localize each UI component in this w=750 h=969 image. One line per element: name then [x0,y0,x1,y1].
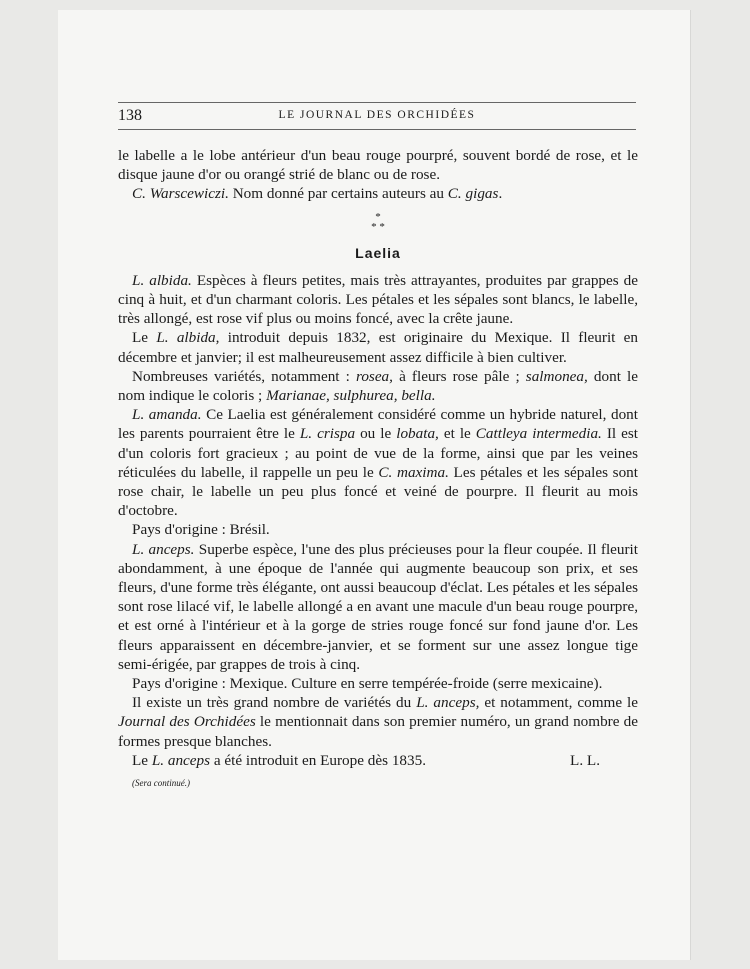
journal-title: Journal des Orchidées [118,713,256,731]
species-name: L. anceps [151,751,211,769]
text-span: à fleurs rose pâle ; [392,367,526,385]
text-span: Ce Laelia est généralement considéré comme un hybride naturel, dont les parents pourraient être le [118,406,638,443]
species-name: L. anceps, [416,694,480,712]
text-span: dont le nom indique le coloris ; [118,367,639,405]
page-number: 138 [118,107,142,124]
paragraph-anceps-varieties [118,693,638,751]
section-title: Laelia [355,244,401,261]
paragraph-warscewiczi [118,184,638,203]
species-name: L. albida, [156,329,220,347]
text-span: Il existe un très grand nombre de variétés du [132,694,417,712]
paragraph-anceps [118,540,638,674]
introduction-line [132,751,426,770]
text-span: le mentionnait dans son premier numéro, un grand nombre de formes presque blanches. [118,713,638,750]
text-span: Il est d'un coloris fort gracieux ; au point de vue de la forme, ainsi que par les veines réticulées du labelle, il rappelle un peu le [118,425,638,481]
paragraph-anceps-introduction [118,751,638,770]
text-span: Espèces à fleurs petites, mais très attrayantes, produites par grappes de cinq à huit, et d'un charmant coloris. Les pétales et les sépales sont blancs, le labelle, très allongé, est rose vif plus ou moins foncé, avec la crête jaune. [118,271,638,328]
text-span: et notamment, comme le [479,694,639,712]
paragraph-intro: le labelle a le lobe antérieur d'un beau rouge pourpré, souvent bordé de rose, et le disque jaune d'or ou orangé strié de blanc ou de rose. [118,147,638,184]
text-span: et le [438,425,476,443]
paragraph-albida-origin [118,328,638,366]
text-span: Nom donné par certains auteurs au [228,185,448,203]
species-name: C. gigas [447,185,499,203]
variety-name: salmonea, [525,367,588,385]
species-name: lobata, [396,425,439,443]
text-span: ou le [355,425,397,443]
paragraph-amanda [118,405,638,520]
text-span: introduit depuis 1832, est originaire du Mexique. Il fleurit en décembre et janvier; il est malheureusement assez difficile à bien cultiver. [118,329,638,366]
text-span: Les pétales et les sépales sont rose chair, le labelle un peu plus foncé et veiné de pourpre. Il fleurit au mois d'octobre. [118,463,638,520]
species-name: L. albida. [132,271,192,289]
species-name: C. maxima. [378,463,449,481]
paragraph-varieties [118,367,638,405]
species-name: L. crispa [299,425,356,443]
paragraph-albida [118,271,638,329]
text-span: Superbe espèce, l'une des plus précieuses pour la fleur coupée. Il fleurit abondamment, à une époque de l'année qui augmente beaucoup son prix, et ses fleurs, d'une forme très élégante, ont aussi beaucoup d'éclat. Les pétales et les sépales sont rose lilacé vif, le labelle allongé a en avant une macule d'un beau rouge pourpre, et est orné à l'intérieur et à la gorge de stries rouge foncé sur fond jaune d'or. Les fleurs apparaissent en décembre-janvier, et se forment sur une assez longue tige semi-érigée, par grappes de trois à cinq. [118,540,638,673]
variety-name: Marianae, sulphurea, bella. [266,387,436,405]
origin-mexico: Pays d'origine : Mexique. Culture en serre tempérée-froide (serre mexicaine). [132,675,603,693]
asterism: * * * [371,210,385,233]
text-span: Le [132,751,152,769]
species-name: L. amanda. [132,406,202,424]
text-span: Nombreuses variétés, notamment : [132,367,356,385]
page-header [118,102,636,130]
variety-name: rosea, [355,367,393,385]
article-body [118,146,638,793]
text-span: Le [132,329,157,347]
author-signature: L. L. [570,751,600,769]
text-span: a été introduit en Europe dès 1835. [210,751,426,769]
species-name: L. anceps. [132,540,195,558]
species-name: C. Warscewiczi. [132,185,229,203]
species-name: Cattleya intermedia. [475,425,602,443]
continued-note: (Sera continué.) [132,778,190,789]
origin-brazil: Pays d'origine : Brésil. [132,521,270,539]
running-title: LE JOURNAL DES ORCHIDÉES [278,109,476,121]
text-span: . [498,185,503,203]
